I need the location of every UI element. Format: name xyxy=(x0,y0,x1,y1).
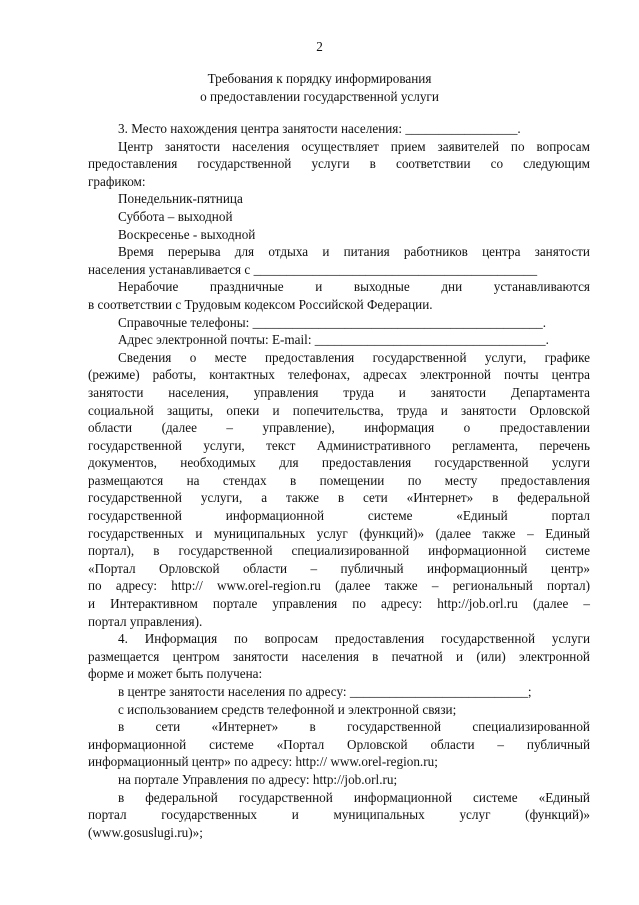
text-line: в федеральной государственной информационной системе «Единый xyxy=(118,789,590,805)
text-line: предоставления государственной услуги в соответствии со следующим xyxy=(88,156,590,172)
text-line: государственной услуги, текст Административного регламента, перечень xyxy=(88,437,590,453)
text-line: населения устанавливается с ___________________________________________ xyxy=(88,261,538,277)
text-line: (режиме) работы, контактных телефонах, адресах электронной почты центра xyxy=(88,367,590,383)
text-line: в сети «Интернет» в государственной специализированной xyxy=(118,719,590,735)
document-title xyxy=(0,70,639,105)
text-line: размещаются на стендах в помещении по месту предоставления xyxy=(88,472,590,488)
text-line: государственной услуги, а также в сети «Интернет» в федеральной xyxy=(88,490,590,506)
title-line-2: о предоставлении государственной услуги xyxy=(200,88,439,104)
text-line: Суббота – выходной xyxy=(118,208,233,224)
text-line: «Портал Орловской области – публичный информационный центр» xyxy=(88,560,590,576)
text-line: Адрес электронной почты: E-mail: ___________________________________. xyxy=(118,332,549,348)
text-line: государственной информационной системе «Единый портал xyxy=(88,508,590,524)
text-line: Центр занятости населения осуществляет прием заявителей по вопросам xyxy=(118,138,590,154)
title-line-1: Требования к порядку информирования xyxy=(207,71,432,86)
text-line: занятости населения, управления труда и занятости Департамента xyxy=(88,384,590,400)
text-line: области (далее – управление), информация о предоставлении xyxy=(88,420,590,436)
text-line: на портале Управления по адресу: http://job.orl.ru; xyxy=(118,771,398,787)
text-line: Справочные телефоны: ____________________________________________. xyxy=(118,314,547,330)
text-line: документов, необходимых для предоставления государственной услуги xyxy=(88,455,590,471)
text-line: портал), в государственной специализированной информационной системе xyxy=(88,543,590,559)
text-line: форме и может быть получена: xyxy=(88,666,263,682)
document-body xyxy=(88,120,590,841)
text-line: в центре занятости населения по адресу: ___________________________; xyxy=(118,684,532,699)
text-line: (www.gosuslugi.ru)»; xyxy=(88,824,203,840)
page-number: 2 xyxy=(316,39,323,54)
text-line: графиком: xyxy=(88,173,146,189)
text-line: портал управления). xyxy=(88,613,203,629)
text-line: социальной защиты, опеки и попечительства, труда и занятости Орловской xyxy=(88,402,590,418)
text-line: Понедельник-пятница xyxy=(118,191,243,207)
text-line: и Интерактивном портале управления по адресу: http://job.orl.ru (далее – xyxy=(88,596,590,612)
text-line: Нерабочие праздничные и выходные дни устанавливаются xyxy=(118,279,590,295)
text-line: 3. Место нахождения центра занятости населения: _________________. xyxy=(118,121,521,136)
text-line: государственных и муниципальных услуг (функций)» (далее также – Единый xyxy=(88,525,590,541)
text-line: размещается центром занятости населения в печатной и (или) электронной xyxy=(88,648,590,664)
text-line: с использованием средств телефонной и электронной связи; xyxy=(118,701,457,717)
text-line: портал государственных и муниципальных услуг (функций)» xyxy=(88,807,590,823)
text-line: Воскресенье - выходной xyxy=(118,226,256,242)
text-line: в соответствии с Трудовым кодексом Российской Федерации. xyxy=(88,296,433,312)
text-line: по адресу: http:// www.orel-region.ru (далее также – региональный портал) xyxy=(88,578,590,594)
text-line: Сведения о месте предоставления государственной услуги, графике xyxy=(118,349,590,365)
text-line: информационной системе «Портал Орловской области – публичный xyxy=(88,736,590,752)
text-line: информационный центр» по адресу: http:// www.orel-region.ru; xyxy=(88,754,438,770)
text-line: Время перерыва для отдыха и питания работников центра занятости xyxy=(118,244,590,260)
text-line: 4. Информация по вопросам предоставления государственной услуги xyxy=(118,631,590,647)
